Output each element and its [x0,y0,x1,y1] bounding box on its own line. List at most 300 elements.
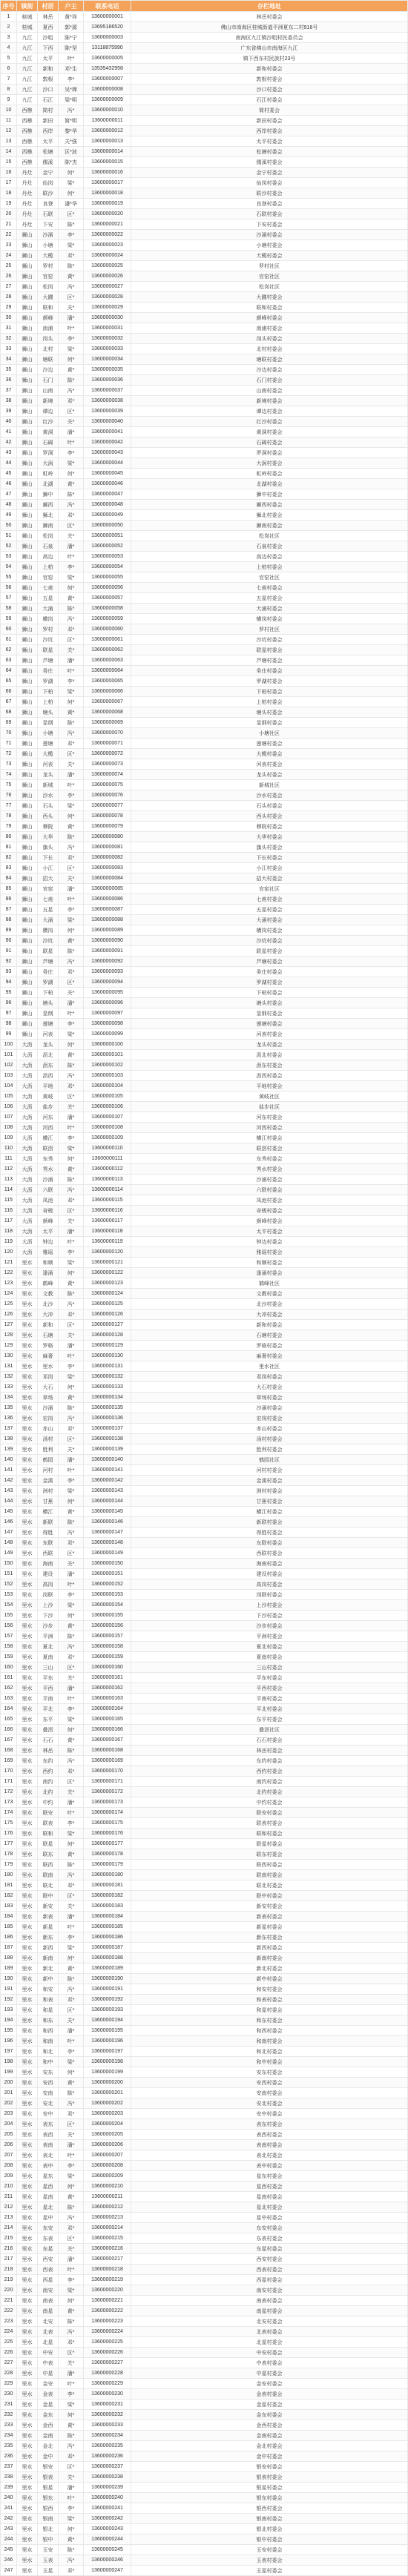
cell-village: 奇槎 [38,1206,59,1216]
table-row [1,2275,408,2285]
cell-phone: 13600000003 [84,33,131,43]
cell-index: 99 [1,1029,17,1040]
cell-address: 西岸村委会 [131,126,408,136]
table-row [1,1258,408,1268]
table-row [1,1548,408,1559]
table-row [1,2400,408,2410]
cell-index: 11 [1,116,17,126]
cell-town: 里水 [17,1517,38,1528]
cell-village: 官窑 [38,884,59,894]
table-row [1,811,408,822]
cell-address: 石泉村委会 [131,541,408,552]
cell-town: 里水 [17,1424,38,1434]
cell-phone: 13600000008 [84,85,131,95]
cell-town: 狮山 [17,635,38,645]
cell-village: 联北 [38,1880,59,1891]
cell-village: 甘蕉 [38,1496,59,1507]
cell-index: 110 [1,1143,17,1154]
table-row [1,2140,408,2150]
cell-phone: 13600000052 [84,541,131,552]
cell-village: 和中 [38,2057,59,2067]
cell-address: 官窑社区 [131,271,408,282]
cell-address: 石塘村委会 [131,1330,408,1341]
cell-town: 里水 [17,1694,38,1704]
cell-address: 七甫村委会 [131,894,408,905]
cell-owner: 李* [59,562,84,572]
table-row [1,1611,408,1621]
cell-town: 里水 [17,1964,38,1974]
cell-town: 狮山 [17,531,38,541]
cell-address: 平洲村委会 [131,1631,408,1642]
table-row [1,126,408,136]
cell-town: 狮山 [17,1008,38,1019]
cell-address: 联北村委会 [131,1880,408,1891]
cell-address: 联滘村委会 [131,1143,408,1154]
cell-address: 镇下西东村民族村23号 [131,53,408,64]
cell-index: 160 [1,1662,17,1673]
cell-village: 玉表 [38,2555,59,2566]
cell-index: 125 [1,1299,17,1310]
cell-phone: 13600000223 [84,2316,131,2327]
table-row [1,2441,408,2451]
cell-address: 联星村委会 [131,645,408,655]
cell-village: 横岗 [38,925,59,936]
table-row [1,1808,408,1818]
cell-phone: 13600000083 [84,863,131,873]
cell-index: 62 [1,645,17,655]
cell-town: 里水 [17,2036,38,2047]
cell-town: 里水 [17,1683,38,1694]
cell-owner: 陈* [59,1060,84,1071]
cell-town: 里水 [17,1455,38,1465]
table-row [1,687,408,697]
table-row [1,2047,408,2057]
table-row [1,936,408,946]
cell-index: 70 [1,728,17,739]
table-row [1,1175,408,1185]
cell-village: 上柏 [38,697,59,707]
cell-village: 联和 [38,303,59,313]
cell-address: 大冲村委会 [131,1310,408,1320]
cell-index: 113 [1,1175,17,1185]
cell-town: 大沥 [17,1185,38,1195]
cell-town: 狮山 [17,593,38,604]
cell-town: 大沥 [17,1216,38,1226]
cell-village: 银安 [38,2462,59,2472]
cell-index: 91 [1,946,17,957]
cell-village: 西星 [38,2275,59,2285]
cell-address: 西头村委会 [131,811,408,822]
table-row [1,1953,408,1964]
cell-village: 东秀 [38,1154,59,1164]
table-row [1,240,408,251]
cell-village: 横江 [38,1507,59,1517]
cell-village: 石联 [38,209,59,219]
cell-address: 务庄村委会 [131,967,408,977]
cell-address: 新西村委会 [131,1943,408,1953]
cell-village: 银北 [38,2524,59,2534]
cell-address: 联中村委会 [131,1891,408,1901]
cell-index: 123 [1,1278,17,1289]
cell-address: 大涌村委会 [131,915,408,925]
cell-phone: 13600000057 [84,593,131,604]
table-row [1,593,408,604]
cell-owner: 叶* [59,1123,84,1133]
cell-owner: 区* [59,406,84,417]
table-row [1,354,408,365]
cell-village: 银东 [38,2493,59,2503]
cell-index: 43 [1,448,17,458]
cell-index: 225 [1,2337,17,2348]
cell-owner: 关* [59,1444,84,1455]
table-row [1,1932,408,1943]
cell-owner: 邓* [59,624,84,635]
cell-index: 183 [1,1901,17,1912]
cell-address: 大榄村委会 [131,749,408,759]
cell-phone: 13600000128 [84,1330,131,1341]
cell-town: 里水 [17,1787,38,1797]
cell-index: 228 [1,2368,17,2379]
cell-address: 钟边村委会 [131,1237,408,1247]
cell-index: 8 [1,85,17,95]
cell-owner: 李* [59,1704,84,1714]
cell-address: 西约村委会 [131,1766,408,1777]
cell-phone: 13600000056 [84,583,131,593]
cell-village: 金表 [38,2389,59,2400]
cell-index: 65 [1,676,17,687]
cell-index: 84 [1,873,17,884]
cell-phone: 13600000140 [84,1455,131,1465]
cell-owner: 何* [59,1725,84,1735]
cell-index: 34 [1,354,17,365]
cell-owner: 区* [59,521,84,531]
cell-phone: 13600000049 [84,510,131,521]
table-row [1,95,408,105]
cell-town: 里水 [17,2078,38,2088]
cell-index: 185 [1,1922,17,1932]
cell-town: 里水 [17,2130,38,2140]
cell-village: 新星 [38,1922,59,1932]
cell-town: 里水 [17,2524,38,2534]
cell-index: 49 [1,510,17,521]
cell-owner: 何* [59,1496,84,1507]
cell-index: 14 [1,147,17,157]
cell-phone: 13600000209 [84,2171,131,2182]
cell-town: 里水 [17,2223,38,2233]
cell-village: 邓岗 [38,1372,59,1382]
cell-phone: 13600000141 [84,1465,131,1476]
cell-owner: 李* [59,1019,84,1029]
cell-address: 新表村委会 [131,1912,408,1922]
cell-village: 西联 [38,1548,59,1559]
cell-town: 西樵 [17,157,38,168]
cell-village: 中表 [38,2358,59,2368]
cell-index: 23 [1,240,17,251]
table-row [1,1226,408,1237]
cell-address: 星西村委会 [131,2182,408,2192]
cell-owner: 区* [59,2348,84,2358]
cell-owner: 何* [59,583,84,593]
table-row [1,2005,408,2015]
cell-town: 狮山 [17,967,38,977]
cell-owner: 黄* [59,1964,84,1974]
cell-town: 狮山 [17,604,38,614]
cell-index: 27 [1,282,17,292]
cell-address: 新南村委会 [131,1953,408,1964]
cell-phone: 13600000012 [84,126,131,136]
cell-owner: 叶* [59,894,84,905]
cell-phone: 13600000149 [84,1548,131,1559]
table-row [1,2119,408,2130]
cell-index: 114 [1,1185,17,1195]
table-row [1,396,408,406]
cell-village: 联表 [38,1818,59,1829]
cell-owner: 邓* [59,510,84,521]
table-row [1,12,408,22]
cell-village: 和东 [38,2015,59,2026]
cell-town: 狮山 [17,707,38,718]
cell-index: 47 [1,489,17,500]
cell-index: 165 [1,1714,17,1725]
table-row [1,1714,408,1725]
table-row [1,1797,408,1808]
table-row [1,1995,408,2005]
cell-owner: 李* [59,676,84,687]
cell-index: 19 [1,199,17,209]
table-row [1,2254,408,2265]
cell-address: 招大村委会 [131,873,408,884]
cell-address: 东星村委会 [131,2244,408,2254]
table-row [1,323,408,334]
cell-index: 82 [1,853,17,863]
cell-phone: 13600000220 [84,2285,131,2296]
cell-index: 106 [1,1102,17,1112]
cell-owner: 黄* [59,593,84,604]
cell-phone: 13600000096 [84,998,131,1008]
header-row [1,1,408,12]
cell-village: 金东 [38,2410,59,2420]
cell-phone: 13600000055 [84,572,131,583]
cell-owner: 关* [59,2015,84,2026]
cell-index: 199 [1,2067,17,2078]
cell-phone: 13600000229 [84,2379,131,2389]
cell-owner: 潘*华 [59,199,84,209]
cell-phone: 13600000136 [84,1413,131,1424]
cell-address: 太平村委会 [131,1226,408,1237]
cell-index: 4 [1,43,17,53]
cell-address: 银东村委会 [131,2493,408,2503]
table-row [1,1403,408,1413]
table-row [1,2015,408,2026]
cell-village: 联滘 [38,1143,59,1154]
table-row [1,251,408,261]
cell-owner: 区* [59,749,84,759]
cell-town: 里水 [17,1714,38,1725]
table-row [1,2337,408,2348]
cell-village: 石门 [38,375,59,386]
cell-town: 里水 [17,1559,38,1569]
cell-phone: 13600000157 [84,1631,131,1642]
cell-owner: 潘* [59,998,84,1008]
cell-town: 里水 [17,2182,38,2192]
cell-owner: 何* [59,2524,84,2534]
table-row [1,2368,408,2379]
cell-town: 狮山 [17,687,38,697]
cell-village: 鹤园 [38,1455,59,1465]
cell-address: 表西村委会 [131,2130,408,2140]
cell-address: 安北村委会 [131,2098,408,2109]
cell-owner: 黄* [59,2078,84,2088]
cell-town: 里水 [17,1642,38,1652]
cell-owner: 陈* [59,2316,84,2327]
cell-index: 109 [1,1133,17,1143]
cell-town: 里水 [17,2171,38,2182]
cell-town: 里水 [17,1434,38,1444]
cell-owner: 何* [59,1382,84,1393]
cell-address: 西表村委会 [131,2265,408,2275]
cell-owner: 潘* [59,2026,84,2036]
cell-address: 虹岭村委会 [131,469,408,479]
cell-index: 147 [1,1528,17,1538]
cell-address: 夏北村委会 [131,1642,408,1652]
cell-index: 145 [1,1507,17,1517]
cell-phone: 13695186520 [84,22,131,33]
cell-owner: 李* [59,448,84,458]
cell-village: 新西 [38,1943,59,1953]
cell-address: 林岳村委会 [131,12,408,22]
cell-index: 9 [1,95,17,105]
cell-owner: 何* [59,188,84,199]
cell-address: 罗格村委会 [131,1341,408,1351]
cell-town: 里水 [17,2368,38,2379]
cell-town: 大沥 [17,1092,38,1102]
cell-village: 大榄 [38,251,59,261]
cell-index: 104 [1,1081,17,1092]
cell-index: 35 [1,365,17,375]
cell-index: 157 [1,1631,17,1642]
cell-village: 良登 [38,199,59,209]
cell-phone: 13600000139 [84,1444,131,1455]
cell-phone: 13600000211 [84,2192,131,2202]
cell-town: 丹灶 [17,219,38,230]
table-row [1,2316,408,2327]
cell-town: 里水 [17,2316,38,2327]
cell-town: 里水 [17,1361,38,1372]
table-row [1,489,408,500]
cell-village: 金安 [38,2379,59,2389]
cell-address: 颜峰村委会 [131,313,408,323]
cell-owner: 梁* [59,1600,84,1611]
cell-phone: 13600000160 [84,1662,131,1673]
cell-address: 大榄村委会 [131,251,408,261]
cell-index: 214 [1,2223,17,2233]
cell-index: 136 [1,1413,17,1424]
cell-owner: 叶* [59,1694,84,1704]
cell-owner: 梁* [59,572,84,583]
cell-phone: 13118875990 [84,43,131,53]
cell-village: 简村 [38,105,59,116]
cell-owner: 区* [59,1662,84,1673]
cell-town: 狮山 [17,936,38,946]
cell-phone: 13600000028 [84,292,131,303]
cell-phone: 13600000243 [84,2524,131,2534]
table-row [1,2306,408,2316]
cell-phone: 13600000101 [84,1050,131,1060]
cell-owner: 邓* [59,739,84,749]
cell-owner: 关* [59,1102,84,1112]
cell-owner: 区* [59,1777,84,1787]
cell-address: 奇槎村委会 [131,1206,408,1216]
cell-phone: 13600000137 [84,1424,131,1434]
cell-town: 丹灶 [17,168,38,178]
cell-owner: 关* [59,2130,84,2140]
cell-town: 里水 [17,1901,38,1912]
cell-index: 203 [1,2109,17,2119]
cell-index: 85 [1,884,17,894]
cell-phone: 13600000014 [84,147,131,157]
cell-town: 西樵 [17,147,38,157]
cell-address: 新联村委会 [131,1517,408,1528]
cell-owner: 潘* [59,427,84,437]
cell-address: 七甫村委会 [131,583,408,593]
cell-phone: 13600000200 [84,2078,131,2088]
cell-phone: 13600000122 [84,1268,131,1278]
cell-village: 谭边 [38,406,59,417]
cell-index: 162 [1,1683,17,1694]
cell-phone: 13600000041 [84,427,131,437]
cell-village: 中安 [38,2348,59,2358]
cell-town: 里水 [17,1486,38,1496]
cell-phone: 13600000019 [84,199,131,209]
cell-address: 甘蕉村委会 [131,1496,408,1507]
cell-index: 66 [1,687,17,697]
table-row [1,1642,408,1652]
column-header-phone: 联系电话 [84,1,131,12]
cell-village: 西约 [38,1766,59,1777]
cell-village: 敦根 [38,74,59,85]
cell-village: 联南 [38,1870,59,1880]
table-row [1,365,408,375]
cell-town: 九江 [17,53,38,64]
cell-index: 69 [1,718,17,728]
cell-phone: 13600000189 [84,1964,131,1974]
cell-owner: 李* [59,2161,84,2171]
cell-owner: 黎*华 [59,126,84,136]
table-row [1,1081,408,1092]
cell-phone: 13600000148 [84,1538,131,1548]
cell-village: 新田 [38,116,59,126]
cell-index: 88 [1,915,17,925]
cell-village: 东安 [38,2223,59,2233]
cell-town: 里水 [17,2057,38,2067]
cell-address: 宏岗村委会 [131,1413,408,1424]
cell-village: 六联 [38,1185,59,1195]
cell-village: 东平 [38,1714,59,1725]
cell-address: 赤山村委会 [131,1424,408,1434]
cell-village: 大冲 [38,1310,59,1320]
cell-owner: 何* [59,2067,84,2078]
cell-address: 沙水村委会 [131,790,408,801]
cell-town: 里水 [17,2202,38,2213]
cell-index: 213 [1,2213,17,2223]
cell-village: 银中 [38,2534,59,2545]
cell-address: 河表村委会 [131,1029,408,1040]
cell-village: 小塘 [38,240,59,251]
cell-owner: 潘* [59,541,84,552]
cell-town: 大沥 [17,1143,38,1154]
column-header-owner: 户主 [59,1,84,12]
table-row [1,1289,408,1299]
